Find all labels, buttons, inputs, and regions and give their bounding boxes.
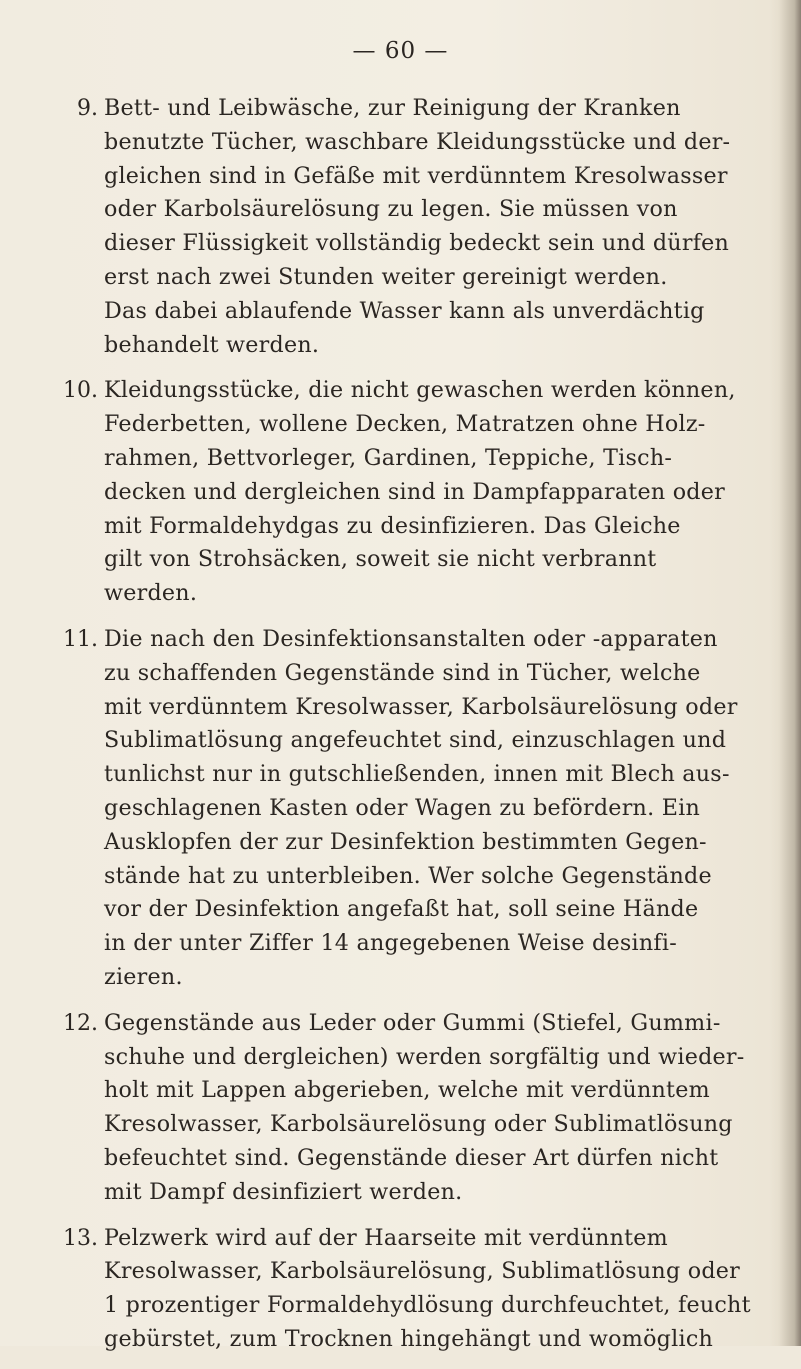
text-line: gebürstet, zum Trocknen hingehängt und womöglich <box>104 1325 714 1352</box>
text-line: erst nach zwei Stunden weiter gereinigt werden. <box>104 263 668 290</box>
page-content <box>63 92 766 1369</box>
page-number: — 60 — <box>352 38 449 64</box>
text-line: Bett- und Leibwäsche, zur Reinigung der Kranken <box>104 95 681 121</box>
text-line: mit verdünntem Kresolwasser, Karbolsäurelösung oder <box>104 693 738 720</box>
text-line: rahmen, Bettvorleger, Gardinen, Teppiche, Tisch- <box>104 444 673 471</box>
text-line: decken und dergleichen sind in Dampfapparaten oder <box>104 478 725 505</box>
paragraph-number: 12. <box>63 1010 98 1036</box>
text-line: werden. <box>104 580 198 607</box>
text-line: gilt von Strohsäcken, soweit sie nicht verbrannt <box>104 546 657 573</box>
text-line: gleichen sind in Gefäße mit verdünntem Kresolwasser <box>104 162 728 189</box>
paragraph-13 <box>63 1222 766 1357</box>
text-line: holt mit Lappen abgerieben, welche mit verdünntem <box>104 1077 710 1104</box>
text-line: benutzte Tücher, waschbare Kleidungsstücke und der- <box>104 128 731 155</box>
text-line: zieren. <box>104 963 183 990</box>
text-line: Kleidungsstücke, die nicht gewaschen werden können, <box>104 377 736 404</box>
paragraph-9 <box>68 92 766 362</box>
text-line: Gegenstände aus Leder oder Gummi (Stiefel, Gummi- <box>104 1009 721 1036</box>
paragraph-number: 13. <box>63 1225 98 1251</box>
text-line: stände hat zu unterbleiben. Wer solche Gegenstände <box>104 862 712 889</box>
text-line: in der unter Ziffer 14 angegebenen Weise desinfi- <box>104 930 677 957</box>
text-line: 1 prozentiger Formaldehydlösung durchfeuchtet, feucht <box>104 1292 751 1319</box>
text-line: Kresolwasser, Karbolsäurelösung, Sublimatlösung oder <box>104 1258 741 1285</box>
text-line: mit Dampf desinfiziert werden. <box>104 1178 463 1205</box>
text-line: tunlichst nur in gutschließenden, innen mit Blech aus- <box>104 761 730 788</box>
text-line: geschlagenen Kasten oder Wagen zu befördern. Ein <box>104 794 701 821</box>
text-line: Federbetten, wollene Decken, Matratzen ohne Holz- <box>104 411 706 438</box>
text-line: Ausklopfen der zur Desinfektion bestimmten Gegen- <box>104 828 707 855</box>
text-line: mit Formaldehydgas zu desinfizieren. Das Gleiche <box>104 512 681 539</box>
paragraph-number: 11. <box>63 626 98 652</box>
paragraph-number: 10. <box>63 378 98 404</box>
text-line: befeuchtet sind. Gegenstände dieser Art dürfen nicht <box>104 1144 719 1171</box>
paragraph-12 <box>63 1007 766 1210</box>
text-line: oder Karbolsäurelösung zu legen. Sie müssen von <box>104 196 678 223</box>
text-line: vor der Desinfektion angefaßt hat, soll seine Hände <box>104 896 699 923</box>
text-line: Kresolwasser, Karbolsäurelösung oder Sublimatlösung <box>104 1111 733 1138</box>
page-edge-shadow <box>779 0 801 1346</box>
text-line: dieser Flüssigkeit vollständig bedeckt sein und dürfen <box>104 230 730 257</box>
paragraph-10 <box>63 374 766 611</box>
text-line: Sublimatlösung angefeuchtet sind, einzuschlagen und <box>104 727 727 754</box>
text-line: Das dabei ablaufende Wasser kann als unverdächtig <box>104 297 705 324</box>
paragraph-number: 9. <box>77 96 98 121</box>
text-line: behandelt werden. <box>104 331 320 358</box>
text-line: zu schaffenden Gegenstände sind in Tücher, welche <box>104 659 701 686</box>
text-line: Die nach den Desinfektionsanstalten oder -apparaten <box>104 625 718 652</box>
text-line: schuhe und dergleichen) werden sorgfältig und wieder- <box>104 1043 745 1070</box>
text-line: Pelzwerk wird auf der Haarseite mit verdünntem <box>104 1224 668 1251</box>
paragraph-11 <box>63 623 766 995</box>
